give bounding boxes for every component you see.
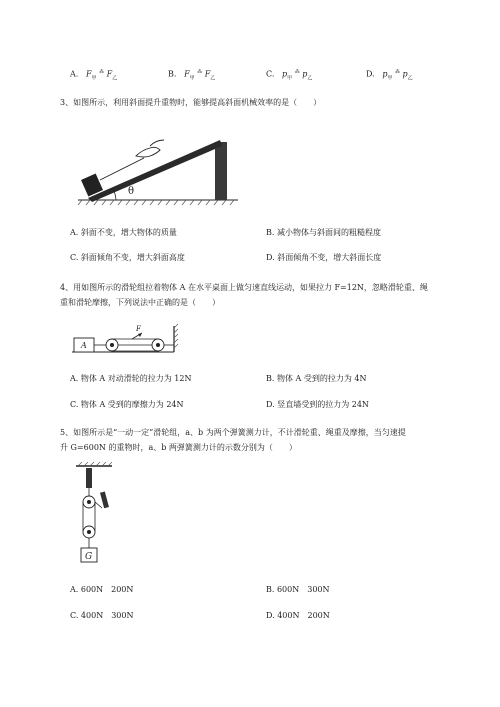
q2-option-a: A. $F_甲$ ⁂ $F_乙$ [70,69,118,82]
q3-stem: 3、如图所示，利用斜面提升重物时，能够提高斜面机械效率的是（ ） [60,98,322,107]
q5-stem-line2: 升 G=600N 的重物时，a、b 两弹簧测力计的示数分别为（ ） [60,443,297,452]
q4-pulley-figure [72,322,182,356]
q5-pulley-figure [72,462,122,572]
q5-option-c: C. 400N 300N [70,611,134,620]
q3-angle-label: θ [128,186,135,197]
q4-stem-line1: 4、用如图所示的滑轮组拉着物体 A 在水平桌面上做匀速直线运动，如果拉力 F=12N，忽略滑轮重、绳 [60,283,428,292]
q2-option-b: B. $F_甲$ ⁂ $F_乙$ [168,69,216,82]
q4-option-b: B. 物体 A 受到的拉力为 4N [266,374,367,383]
q4-option-d: D. 竖直墙受到的拉力为 24N [266,400,369,409]
q2-option-c: C. $p_甲$ ⁂ $p_乙$ [266,69,313,82]
q4-stem-line2: 重和滑轮摩擦，下列说法中正确的是（ ） [60,298,220,307]
q5-option-d: D. 400N 200N [266,611,330,620]
q3-option-b: B. 减小物体与斜面间的粗糙程度 [266,228,381,237]
q5-stem-line1: 5、如图所示是“一动一定”滑轮组，a、b 为两个弹簧测力计，不计滑轮重、绳重及摩擦，当匀速提 [60,428,406,437]
q5-weight-label: G [85,552,93,562]
q5-option-b: B. 600N 300N [266,585,330,594]
q4-option-a: A. 物体 A 对动滑轮的拉力为 12N [70,374,192,383]
q3-option-a: A. 斜面不变，增大物体的质量 [70,228,177,237]
q5-option-a: A. 600N 200N [70,585,134,594]
q3-incline-figure [78,128,238,208]
q4-option-c: C. 物体 A 受到的摩擦力为 24N [70,400,184,409]
q3-option-c: C. 斜面倾角不变，增大斜面高度 [70,253,185,262]
q4-force-label: F [136,325,141,333]
q3-option-d: D. 斜面倾角不变，增大斜面长度 [266,253,382,262]
q4-block-label: A [81,341,87,350]
q2-option-d: D. $p_甲$ ⁂ $p_乙$ [366,69,413,82]
